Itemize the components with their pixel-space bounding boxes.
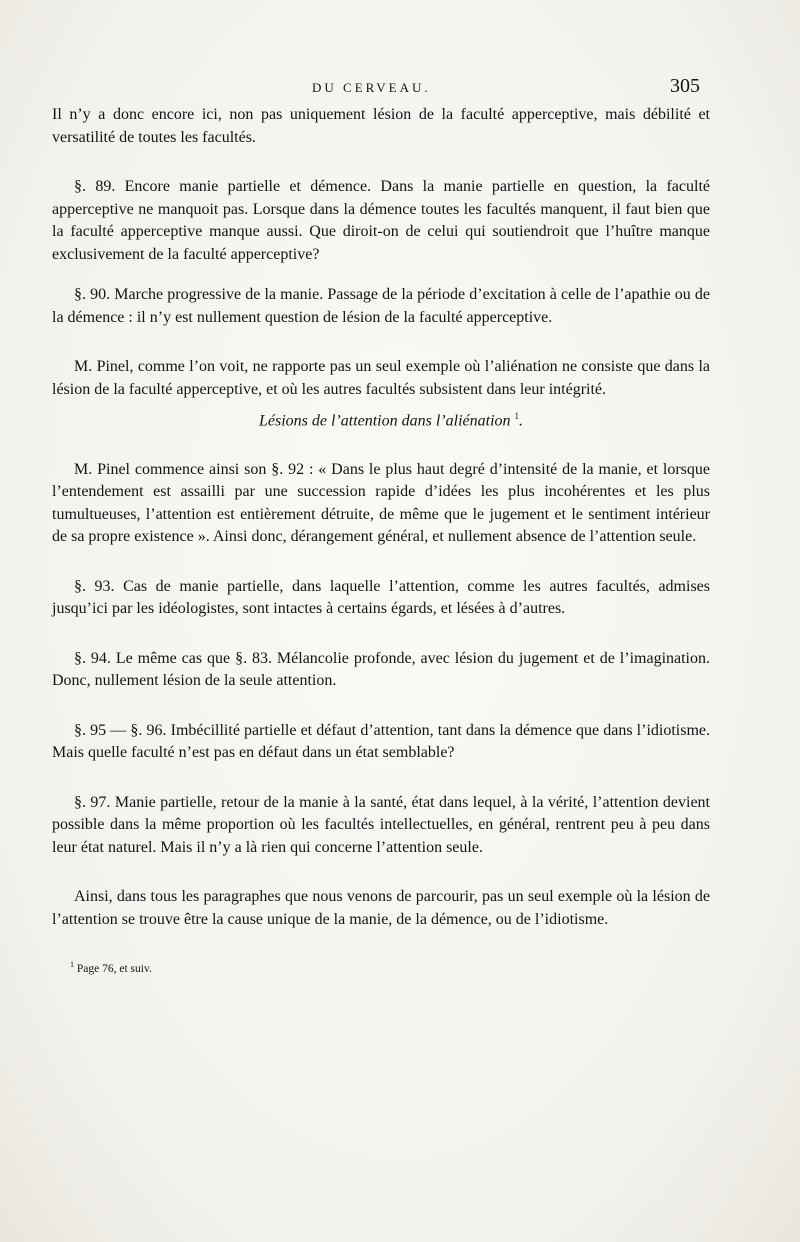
page-body: [52, 104, 710, 977]
paragraph-section-92: M. Pinel commence ainsi son §. 92 : « Dans le plus haut degré d’intensité de la manie, et lorsque l’entendement est assailli par une succession rapide d’idées les plus incohérentes et les plus tumultueuses, l’attention est entièrement détruite, de même que le jugement et le sentiment intérieur de sa propre existence ». Ainsi donc, dérangement général, et nullement absence de l’attention seule.: [52, 460, 710, 546]
paragraph-section-93: §. 93. Cas de manie partielle, dans laquelle l’attention, comme les autres facultés, admises jusqu’ici par les idéologistes, sont intactes à certains égards, et lésées à d’autres.: [52, 577, 710, 618]
paragraph-section-95-96: §. 95 — §. 96. Imbécillité partielle et défaut d’attention, tant dans la démence que dans l’idiotisme. Mais quelle faculté n’est pas en défaut dans un état semblable?: [52, 721, 710, 762]
paragraph-section-94: §. 94. Le même cas que §. 83. Mélancolie profonde, avec lésion du jugement et de l’imagination. Donc, nullement lésion de la seule attention.: [52, 649, 710, 690]
footnote-mark: 1: [70, 960, 74, 970]
page-number: 305: [670, 75, 700, 97]
footnote-text: Page 76, et suiv.: [76, 963, 152, 976]
paragraph-section-97: §. 97. Manie partielle, retour de la manie à la santé, état dans lequel, à la vérité, l’attention devient possible dans la même proportion où les facultés intellectuelles, en général, rentrent peu à peu dans leur état naturel. Mais il n’y a là rien qui concerne l’attention seule.: [52, 793, 710, 856]
running-head-title: DU CERVEAU.: [312, 80, 431, 95]
section-heading: Lésions de l’attention dans l’aliénation $^1$.: [258, 411, 524, 430]
paragraph-conclusion-attention: Ainsi, dans tous les paragraphes que nous venons de parcourir, pas un seul exemple où la lésion de l’attention se trouve être la cause unique de la manie, de la démence, ou de l’idiotisme.: [52, 888, 710, 928]
paragraph-conclusion-apperception: M. Pinel, comme l’on voit, ne rapporte pas un seul exemple où l’aliénation ne consiste que dans la lésion de la faculté apperceptive, et où les autres facultés subsistent dans leur intégrité.: [52, 358, 710, 398]
footnote-reference: 1: [514, 411, 520, 421]
paragraph-section-90: §. 90. Marche progressive de la manie. Passage de la période d’excitation à celle de l’apathie ou de la démence : il n’y est nullement question de lésion de la faculté apperceptive.: [52, 286, 710, 326]
running-head: [0, 75, 800, 104]
paragraph-section-89: §. 89. Encore manie partielle et démence. Dans la manie partielle en question, la faculté apperceptive ne manquoit pas. Lorsque dans la démence toutes les facultés manquent, il faut bien que la faculté apperceptive manque aussi. Que diroit-on de celui qui soutiendroit que l’huître manque exclusivement de la faculté apperceptive?: [52, 178, 710, 263]
paragraph-continuation: Il n’y a donc encore ici, non pas uniquement lésion de la faculté apperceptive, mais débilité et versatilité de toutes les facultés.: [52, 106, 710, 146]
footnote: [52, 957, 710, 977]
section-heading-text: Lésions de l’attention dans l’aliénation: [258, 412, 511, 430]
